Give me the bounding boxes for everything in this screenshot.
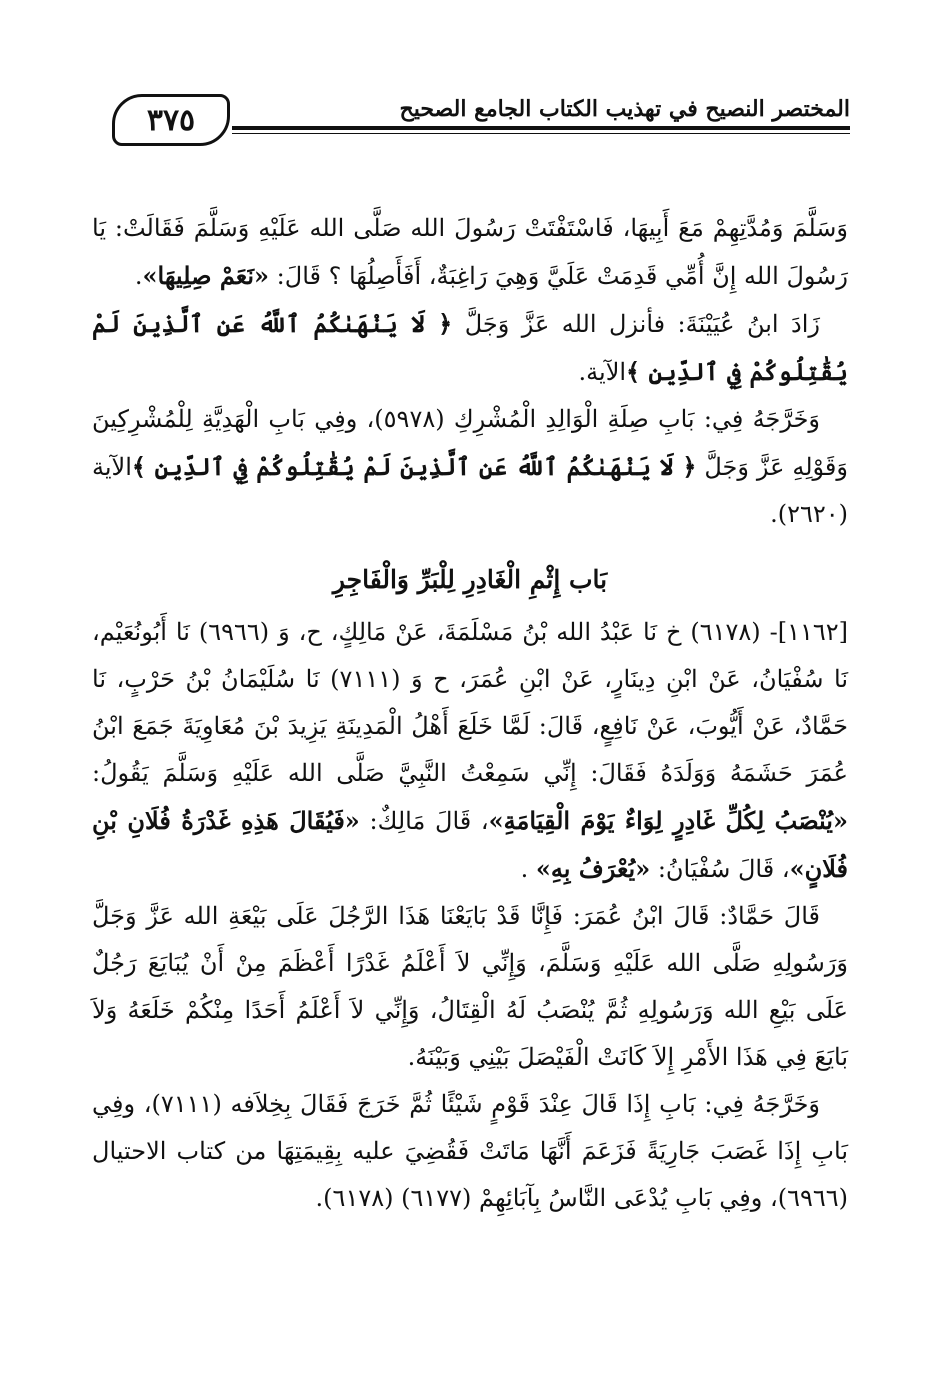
prophetic-quote: «فَيُقَالَ هَذِهِ غَدْرَةُ فُلَانِ بْنِ فُلَانٍ» [92, 806, 848, 883]
paragraph-ibn-uyaynah [92, 300, 848, 396]
text-run: زَادَ ابنُ عُيَيْنَةَ: فأنزل الله عَزَّ وَجَلَّ [452, 310, 820, 338]
text-run: وَسَلَّمَ وَمُدَّتِهِمْ مَعَ أَبِيهَا، فَاسْتَفْتَتْ رَسُولَ الله صَلَّى الله عَلَيْهِ وَسَلَّمَ فَقَالَتْ: يَا رَسُولَ الله إِنَّ أُمِّي قَدِمَتْ عَلَيَّ وَهِيَ رَاغِبَةٌ، أَفَأَصِلُهَا ؟ قَالَ: [92, 214, 848, 290]
text-run: وَخَرَّجَهُ فِي: بَابِ صِلَةِ الْوَالِدِ الْمُشْرِكِ (٥٩٧٨)، وفِي بَابِ الْهَدِيَّةِ لِلْمُشْرِكِينَ وَقَوْلِهِ عَزَّ وَجَلَّ [92, 405, 848, 481]
page-header [100, 88, 850, 150]
quran-verse: ﴿ لَا يَنْهَىٰكُمُ ٱللَّهُ عَنِ ٱلَّذِينَ لَمْ يُقَٰتِلُوكُمْ فِي ٱلدِّينِ ﴾ [92, 309, 848, 386]
text-run: [١١٦٢]- (٦١٧٨) خ نَا عَبْدُ الله بْنُ مَسْلَمَةَ، عَنْ مَالِكٍ، ح، وَ (٦٩٦٦) نَا أَبُونُعَيْم، نَا سُفْيَانُ، عَنْ ابْنِ دِينَارٍ، عَنْ ابْنِ عُمَرَ، ح وَ (٧١١١) نَا سُلَيْمَانُ بْنُ حَرْبٍ، نَا حَمَّادٌ، عَنْ أَيُّوبَ، عَنْ نَافِعٍ، قَالَ: لَمَّا خَلَعَ أَهْلُ الْمَدِينَةِ يَزِيدَ بْنَ مُعَاوِيَةَ جَمَعَ ابْنُ عُمَرَ حَشَمَهُ وَوَلَدَهُ فَقَالَ: إِنِّي سَمِعْتُ النَّبِيَّ صَلَّى الله عَلَيْهِ وَسَلَّمَ يَقُولُ: [92, 618, 849, 787]
paragraph-hadith-continuation [92, 205, 848, 300]
paragraph-takhrij-2: وَخَرَّجَهُ فِي: بَابِ إِذَا قَالَ عِنْدَ قَوْمٍ شَيْئًا ثُمَّ خَرَجَ فَقَالَ بِخِلاَفه (٧١١١)، وفِي بَابِ إِذَا غَصَبَ جَارِيَةً فَزَعَمَ أَنَّهَا مَاتَتْ فَقُضِيَ عليه بِقِيمَتِهَا من كتاب الاحتيال (٦٩٦٦)، وفِي بَابِ يُدْعَى النَّاسُ بِآبَائِهِمْ (٦١٧٧) (٦١٧٨). [92, 1090, 848, 1212]
page-number: ٣٧٥ [146, 102, 196, 138]
paragraph-hammad: قَالَ حَمَّادٌ: قَالَ ابْنُ عُمَرَ: فَإِنَّا قَدْ بَايَعْنَا هَذَا الرَّجُلَ عَلَى بَيْعَةِ الله عَزَّ وَجَلَّ وَرَسُولِهِ صَلَّى الله عَلَيْهِ وَسَلَّمَ، وَإِنِّي لاَ أَعْلَمُ غَدْرًا أَعْظَمَ مِنْ أَنْ يُبَايَعَ رَجُلٌ عَلَى بَيْعِ الله وَرَسُولِهِ ثُمَّ يُنْصَبُ لَهُ الْقِتَالُ، وَإِنِّي لاَ أَعْلَمُ أَحَدًا مِنْكُمْ خَلَعَهُ وَلاَ بَايَعَ فِي هَذَا الأَمْرِ إِلاَ كَانَتْ الْفَيْصَلَ بَيْنِي وَبَيْنَهُ. [92, 902, 848, 1071]
quran-verse: ﴿ لَا يَنْهَىٰكُمُ ٱللَّهُ عَنِ ٱلَّذِينَ لَمْ يُقَٰتِلُوكُمْ فِي ٱلدِّينِ ﴾ [131, 452, 697, 481]
header-rule [232, 126, 850, 130]
text-run: . [520, 855, 536, 883]
prophetic-quote: «نَعَمْ صِلِيهَا» [142, 261, 270, 290]
prophetic-quote: «يُعْرَفُ بِهِ» [535, 854, 651, 883]
prophetic-quote: «يُنْصَبُ لِكُلِّ غَادِرٍ لِوَاءٌ يَوْمَ الْقِيَامَةِ» [488, 806, 848, 835]
page-number-box [112, 94, 230, 146]
paragraph-hadith-1162 [92, 609, 848, 893]
book-title: المختصر النصيح في تهذيب الكتاب الجامع الصحيح [399, 96, 850, 122]
paragraph-takhrij-1 [92, 396, 848, 538]
chapter-heading: بَاب إِثْمِ الْغَادِرِ لِلْبَرِّ وَالْفَاجِرِ [332, 565, 608, 594]
text-run: ، قَالَ مَالِكٌ: [359, 807, 489, 835]
text-run: . [134, 262, 143, 290]
header-rule-thin [232, 133, 850, 134]
text-run: الآية (٢٦٢٠). [92, 453, 848, 528]
text-run: ، قَالَ سُفْيَانُ: [650, 855, 790, 883]
text-run: الآية. [578, 358, 627, 386]
page-body [92, 205, 848, 1222]
